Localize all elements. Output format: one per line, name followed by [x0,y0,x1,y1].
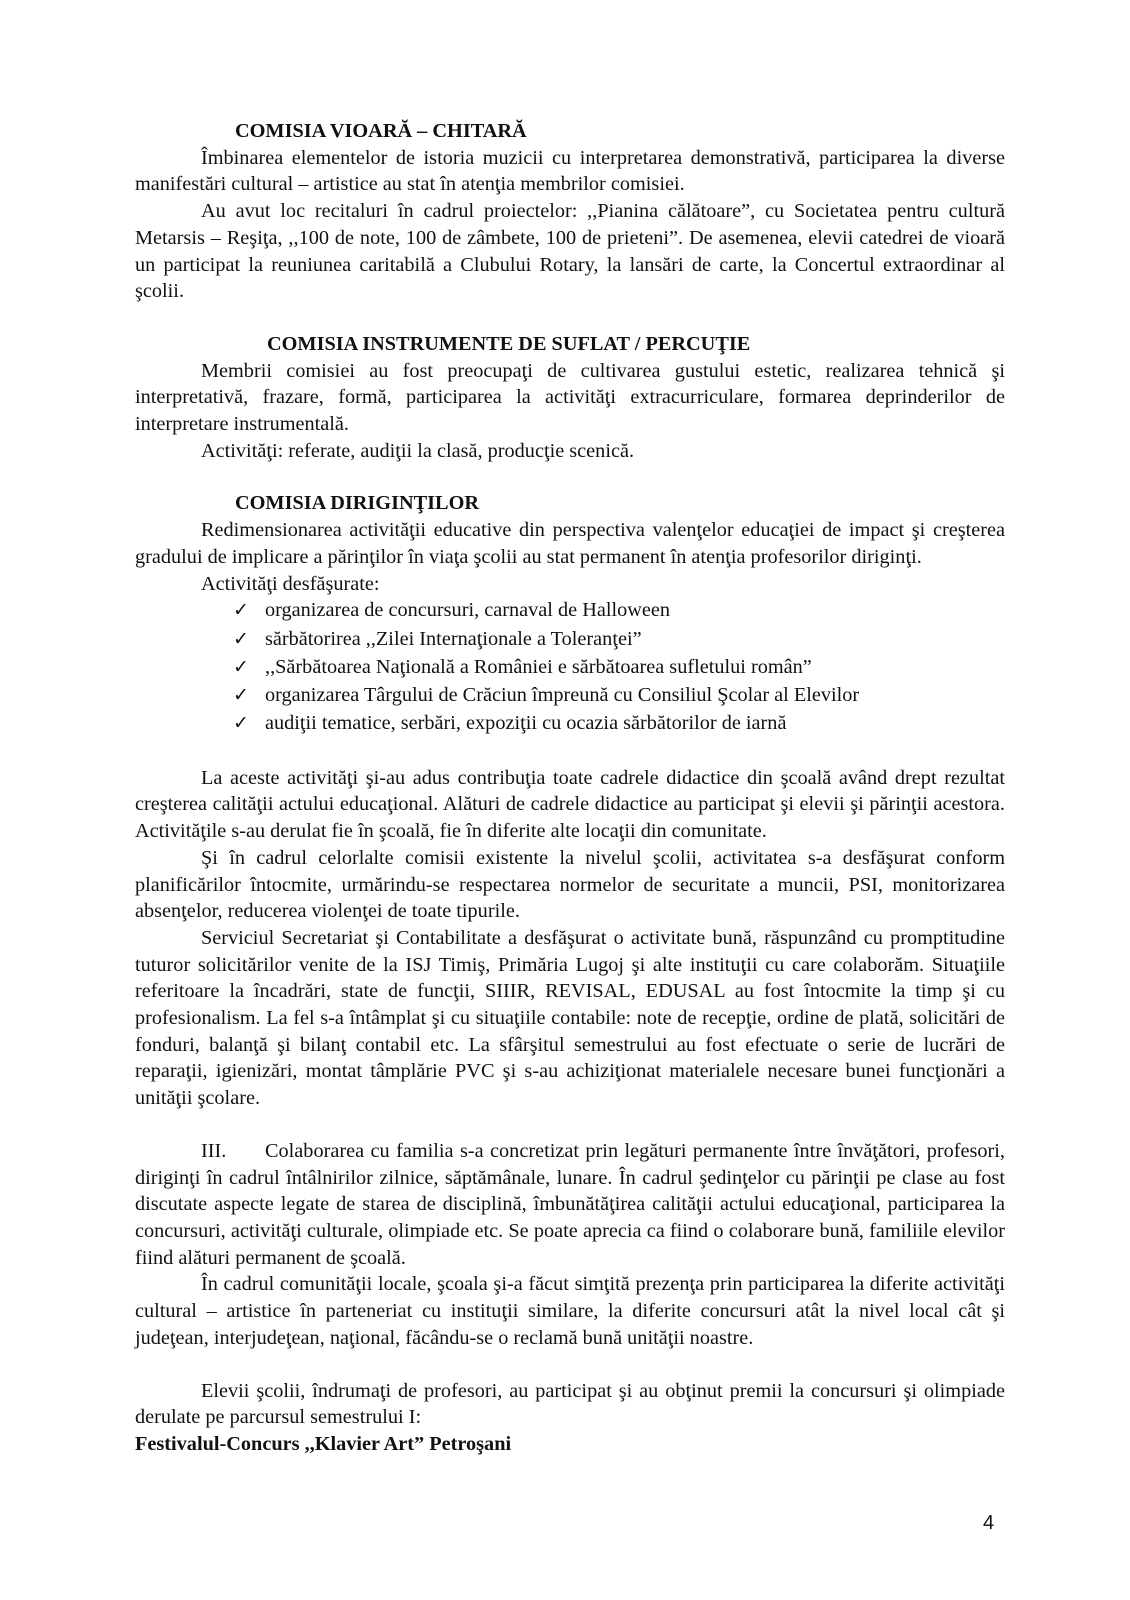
document-body [135,118,1005,1458]
checklist-item-text: sărbătorirea ,,Zilei Internaţionale a Toleranţei” [265,627,642,650]
checklist-item-text: organizarea Târgului de Crăciun împreună cu Consiliul Şcolar al Elevilor [265,684,860,707]
paragraph: În cadrul comunităţii locale, şcoala şi-a făcut simţită prezenţa prin participarea la diferite activităţi cultural – artistice în parteneriat cu instituţii similare, la diferite concursuri atât la nivel local cât şi judeţean, interjudeţean, naţional, făcându-se o reclamă bună unităţii noastre. [135,1273,1005,1349]
section-three-paragraph [135,1138,1005,1272]
checklist-item [233,626,1005,653]
paragraph: Serviciul Secretariat şi Contabilitate a desfăşurat o activitate bună, răspunzând cu promptitudine tuturor solicitărilor venite de la ISJ Timiş, Primăria Lugoj şi alte instituţii cu care colaborăm. Situaţiile referitoare la încadrări, state de funcţii, SIIIR, REVISAL, EDUSAL au fost întocmite la timp şi cu profesionalism. La fel s-a întâmplat şi cu situaţiile contabile: note de recepţie, ordine de plată, solicitări de fonduri, balanţă şi bilanţ contabil etc. La sfârşitul semestrului au fost efectuate o serie de lucrări de reparaţii, igienizări, montat tâmplărie PVC şi s-au achiziţionat materialele necesare bunei funcţionări a unităţii şcolare. [135,926,1005,1110]
check-icon: ✓ [233,599,249,622]
check-icon: ✓ [233,655,249,678]
paragraph: Activităţi: referate, audiţii la clasă, producţie scenică. [201,439,635,462]
paragraph: Membrii comisiei au fost preocupaţi de cultivarea gustului estetic, realizarea tehnică şi interpretativă, frazare, formă, participarea la activităţi extracurriculare, formarea deprinderilor de interpretare instrumentală. [135,359,1005,436]
section-three-text: Colaborarea cu familia s-a concretizat prin legături permanente între învăţători, profesori, diriginţi în cadrul întâlnirilor zilnice, săptămânale, lunare. În cadrul şedinţelor cu părinţii pe clase au fost discutate aspecte legate de starea de disciplină, îmbunătăţirea calităţii actului educaţional, participarea la concursuri, activităţi culturale, olimpiade etc. Se poate aprecia ca fiind o colaborare bună, familiile elevilor fiind alături permanent de şcoală. [135,1139,1005,1269]
awards-intro: Elevii şcolii, îndrumaţi de profesori, au participat şi au obţinut premii la concursuri şi olimpiade derulate pe parcursul semestrului I: [135,1379,1005,1429]
page-number: 4 [983,1512,995,1534]
spacer [135,1352,1005,1378]
checklist-item [233,682,1005,709]
checklist-item [233,654,1005,681]
check-icon: ✓ [233,712,249,735]
checklist-item [233,597,1005,624]
paragraph: Au avut loc recitaluri în cadrul proiectelor: ,,Pianina călătoare”, cu Societatea pentru cultură Metarsis – Reşiţa, ,,100 de note, 100 de zâmbete, 100 de prieteni”. De asemenea, elevii catedrei de vioară un participat la reuniunea caritabilă a Clubului Rotary, la lansări de carte, la Concertul extraordinar al şcolii. [135,200,1005,303]
paragraph: Îmbinarea elementelor de istoria muzicii cu interpretarea demonstrativă, participarea la diverse manifestări cultural – artistice au stat în atenţia membrilor comisiei. [135,146,1005,196]
checklist-item [233,710,1005,737]
paragraph: Activităţi desfăşurate: [201,572,380,595]
spacer [135,1112,1005,1138]
festival-heading: Festivalul-Concurs ,,Klavier Art” Petroşani [135,1432,512,1455]
activities-checklist [135,597,1005,737]
check-icon: ✓ [233,627,249,650]
check-icon: ✓ [233,684,249,707]
heading-comisia-vioara-chitara: COMISIA VIOARĂ – CHITARĂ [235,120,527,142]
section-numeral: III. [201,1139,227,1162]
paragraph: Şi în cadrul celorlalte comisii existente la nivelul şcolii, activitatea s-a desfăşurat conform planificărilor întocmite, urmărindu-se respectarea normelor de securitate a muncii, PSI, monitorizarea absenţelor, reducerea violenţei de toate tipurile. [135,846,1005,923]
heading-comisia-instrumente-suflat-percutie: COMISIA INSTRUMENTE DE SUFLAT / PERCUŢIE [267,332,751,355]
checklist-item-text: audiţii tematice, serbări, expoziţii cu ocazia sărbătorilor de iarnă [265,712,787,735]
checklist-item-text: ,,Sărbătoarea Naţională a României e sărbătoarea sufletului român” [265,655,812,678]
paragraph: La aceste activităţi şi-au adus contribuţia toate cadrele didactice din şcoală având drept rezultat creşterea calităţii actului educaţional. Alături de cadrele didactice au participat şi elevii şi părinţii acestora. Activităţile s-au derulat fie în şcoală, fie în diferite alte locaţii din comunitate. [135,766,1005,843]
heading-comisia-dirigintilor: COMISIA DIRIGINŢILOR [235,492,479,515]
paragraph: Redimensionarea activităţii educative din perspectiva valenţelor educaţiei de impact şi creşterea gradului de implicare a părinţilor în viaţa şcolii au stat permanent în atenţia profesorilor diriginţi. [135,519,1005,568]
checklist-item-text: organizarea de concursuri, carnaval de Halloween [265,599,671,622]
spacer [135,739,1005,765]
